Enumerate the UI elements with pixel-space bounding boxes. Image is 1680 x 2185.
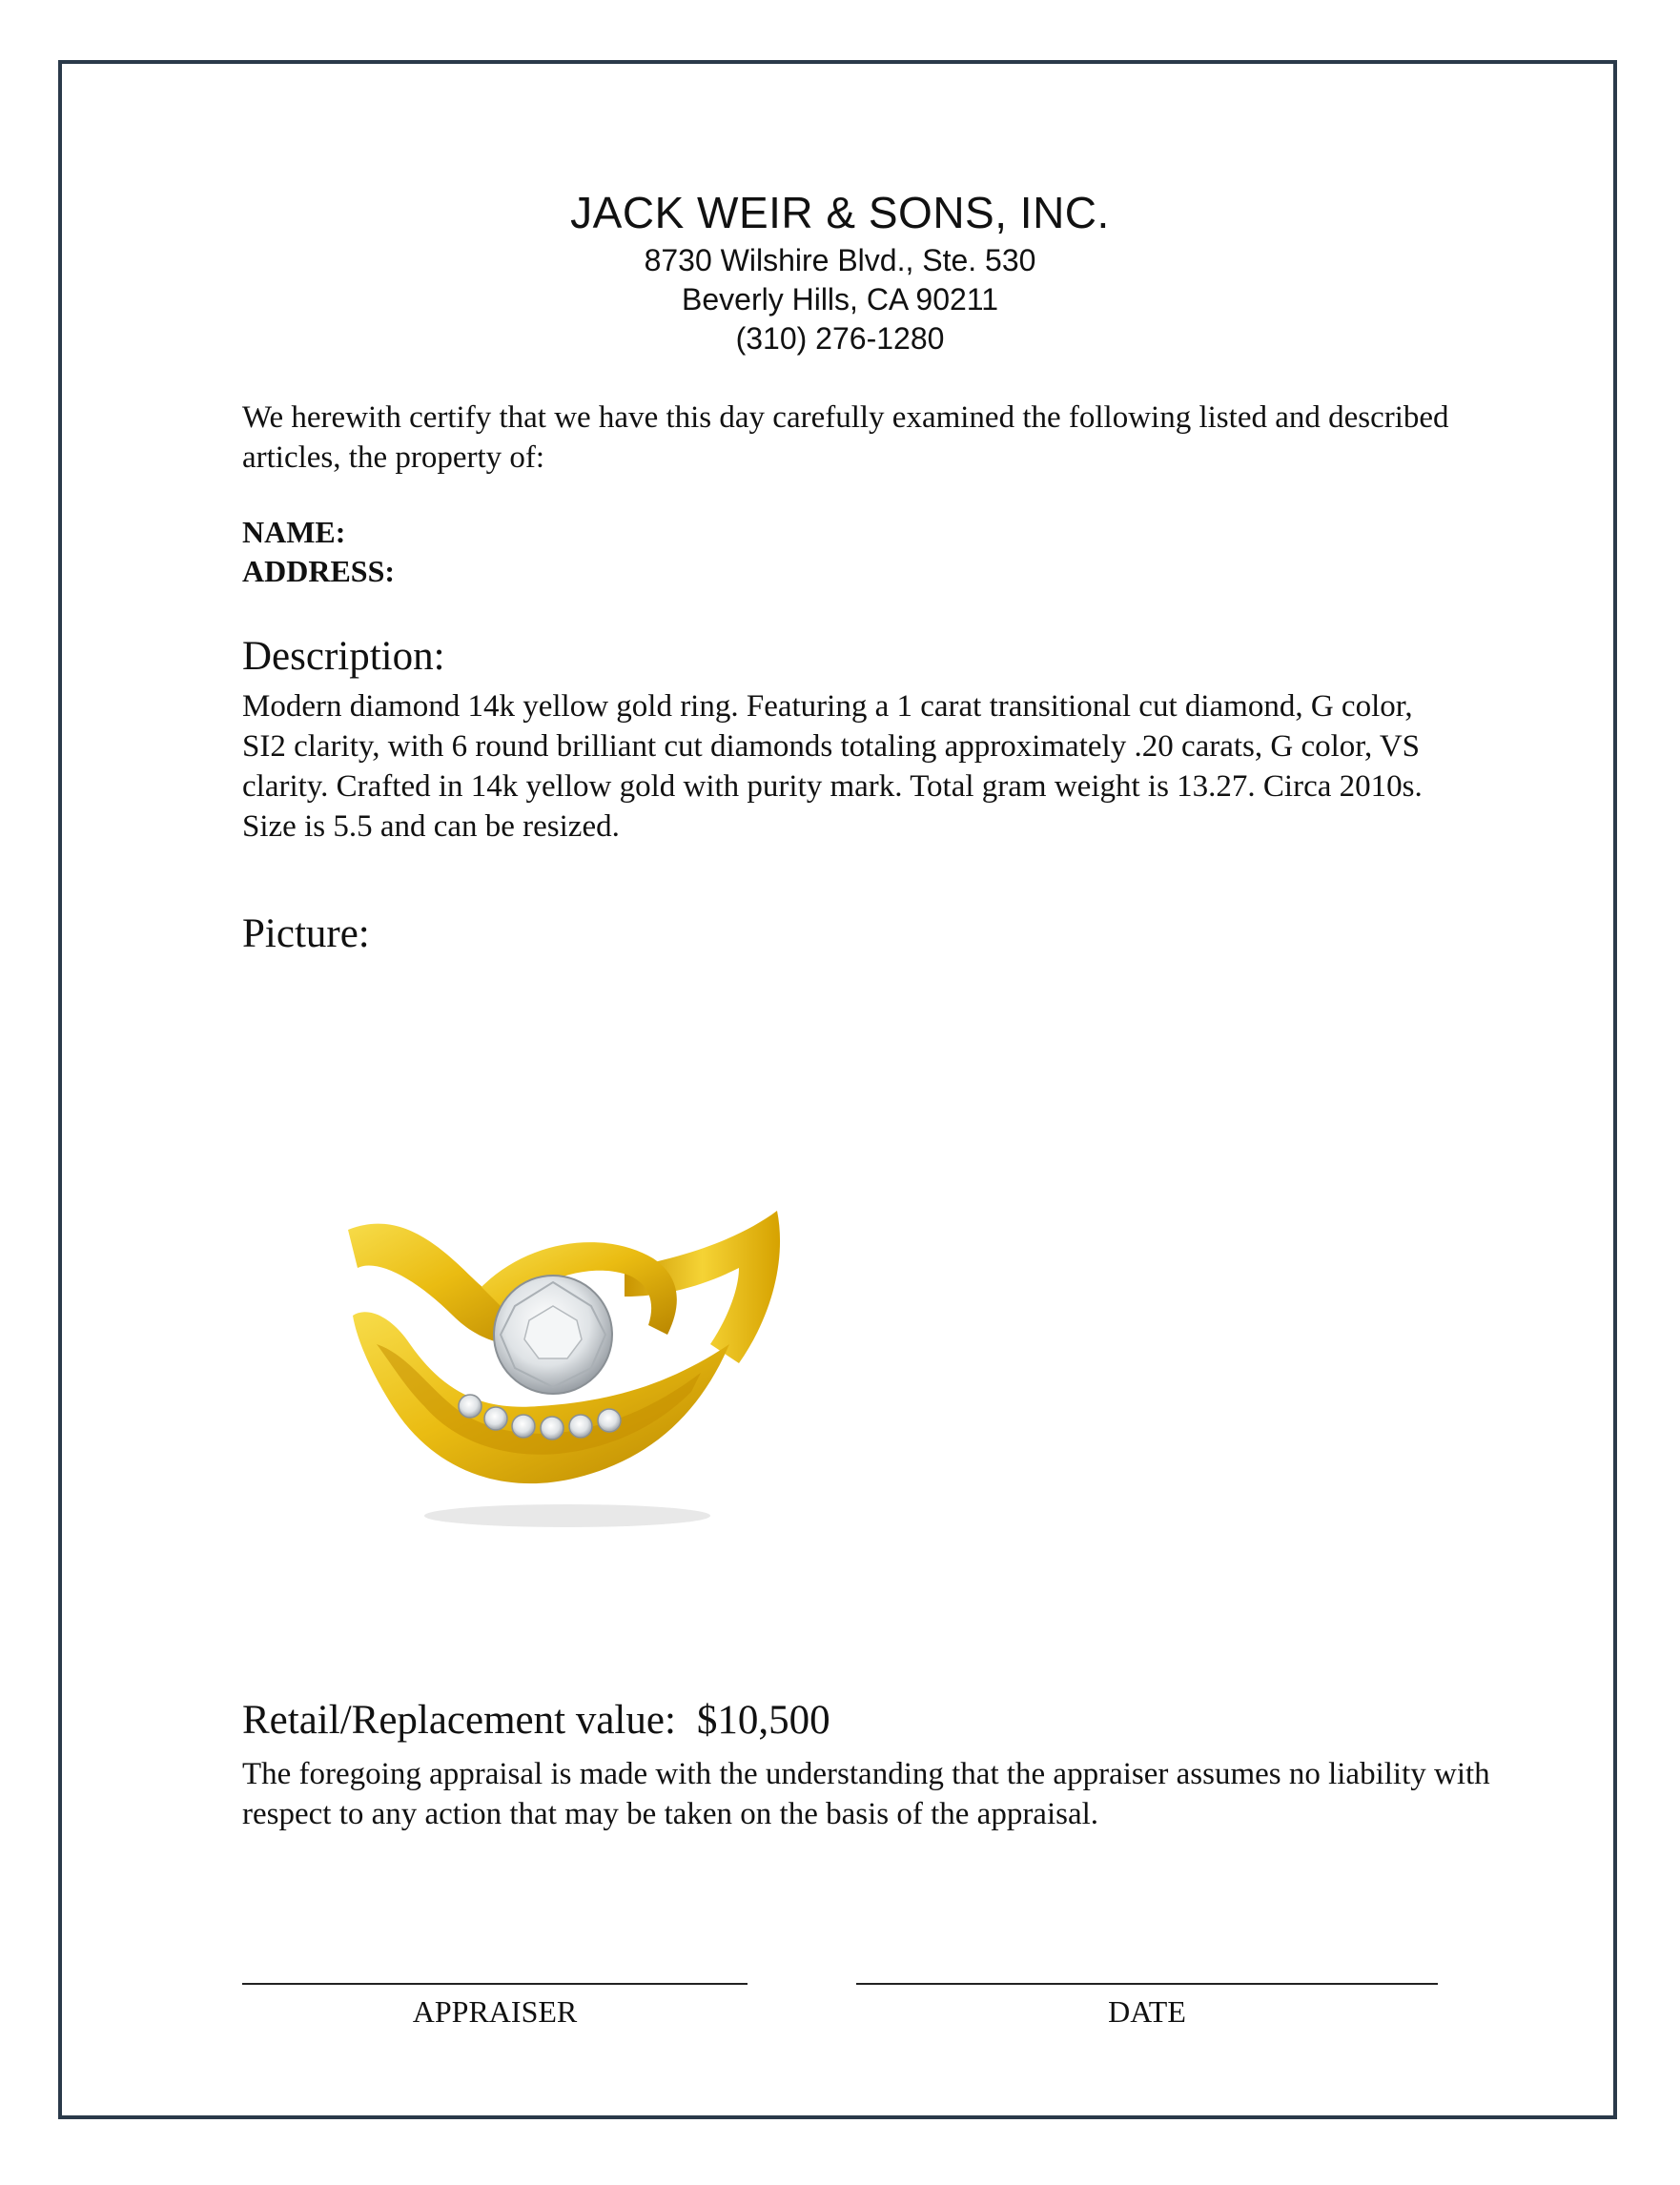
appraiser-label: APPRAISER [412,1994,578,2029]
owner-address-label: ADDRESS: [242,554,396,588]
replacement-value-label: Retail/Replacement value: [242,1698,676,1743]
replacement-value-amount: $10,500 [696,1698,830,1743]
date-label: DATE [1108,1994,1186,2029]
description-title: Description: [242,634,445,679]
replacement-value [242,1697,830,1744]
appraisal-disclaimer: The foregoing appraisal is made with the understanding that the appraiser assumes no liability with respect to any action that may be taken on the basis of the appraisal. [242,1757,1490,1831]
appraiser-signature-line [242,1983,748,1985]
owner-name-label: NAME: [242,515,346,549]
description-body: Modern diamond 14k yellow gold ring. Featuring a 1 carat transitional cut diamond, G color, SI2 clarity, with 6 round brilliant cut diamonds totaling approximately .20 carats, G color, VS clarity. Crafted in 14k yellow gold with purity mark. Total gram weight is 13.27. Circa 2010s. Size is 5.5 and can be resized. [242,689,1423,844]
company-phone: (310) 276-1280 [735,321,945,356]
certification-intro: We herewith certify that we have this day carefully examined the following listed and described articles, the property of: [242,400,1449,475]
gold-diamond-ring-image [338,1201,806,1544]
picture-title: Picture: [242,911,370,956]
company-address-line2: Beverly Hills, CA 90211 [682,282,998,317]
company-address-line1: 8730 Wilshire Blvd., Ste. 530 [644,243,1036,277]
date-signature-line [856,1983,1438,1985]
company-name: JACK WEIR & SONS, INC. [570,188,1110,237]
